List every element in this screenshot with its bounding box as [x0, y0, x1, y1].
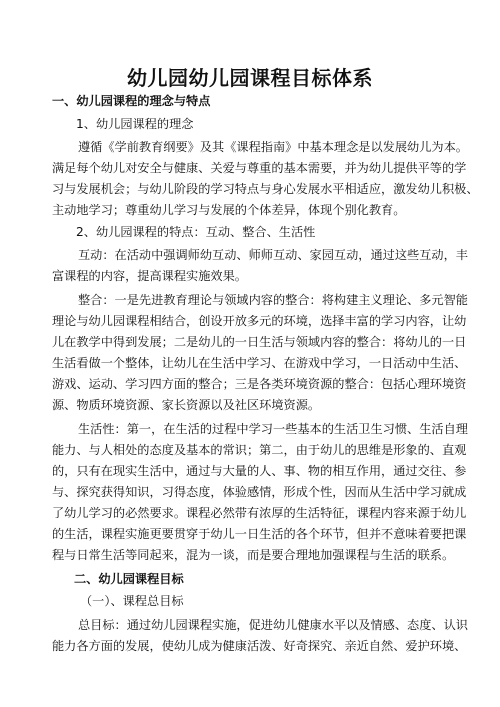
subsection-heading: 2、幼儿园课程的特点：互动、整合、生活性 — [76, 225, 316, 239]
paragraph-line: 生活性：第一，在生活的过程中学习一些基本的生活卫生习惯、生活自理 — [78, 422, 468, 436]
paragraph-line: 的，只有在现实生活中，通过与大量的人、事、物的相互作用，通过交往、参 — [52, 464, 467, 478]
paragraph-line: 遵循《学前教育纲要》及其《课程指南》中基本理念是以发展幼儿为本。 — [78, 140, 468, 154]
paragraph-line: 能力各方面的发展，使幼儿成为健康活泼、好奇探究、亲近自然、爱护环境、 — [52, 639, 467, 653]
paragraph-line: 了幼儿学习的必然要求。课程必然带有浓厚的生活特征，课程内容来源于幼儿 — [52, 506, 467, 520]
paragraph-line: 与、探究获得知识，习得态度，体验感情，形成个性，因而从生活中学习就成 — [52, 485, 467, 499]
paragraph-line: 生活看做一个整体，让幼儿在生活中学习、在游戏中学习，一日活动中生活、 — [52, 356, 467, 370]
document-title: 幼儿园幼儿园课程目标体系 — [127, 66, 373, 90]
paragraph-line: 程与日常生活等同起来，混为一谈，而是要合理地加强课程与生活的联系。 — [52, 548, 455, 562]
paragraph-line: 整合：一是先进教育理论与领域内容的整合：将构建主义理论、多元智能 — [78, 293, 468, 307]
paragraph-line: 理论与幼儿园课程相结合，创设开放多元的环境，选择丰富的学习内容，让幼 — [52, 314, 467, 328]
paragraph-line: 富课程的内容，提高课程实施效果。 — [52, 269, 247, 283]
paragraph-line: 满足每个幼儿对安全与健康、关爱与尊重的基本需要，并为幼儿提供平等的学 — [52, 161, 467, 175]
paragraph-line: 儿在教学中得到发展；二是幼儿的一日生活与领域内容的整合：将幼儿的一日 — [52, 335, 467, 349]
subsection-heading: 1、幼儿园课程的理念 — [76, 117, 194, 131]
paragraph-line: 总目标：通过幼儿园课程实施，促进幼儿健康水平以及情感、态度、认识 — [78, 618, 468, 632]
paragraph-line: 源、物质环境资源、家长资源以及社区环境资源。 — [52, 398, 321, 412]
paragraph-line: 习与发展机会；与幼儿阶段的学习特点与身心发展水平相适应，激发幼儿积极、 — [52, 182, 479, 196]
paragraph-line: 的生活，课程实施更要贯穿于幼儿一日生活的各个环节，但并不意味着要把课 — [52, 527, 467, 541]
paragraph-line: 主动地学习；尊重幼儿学习与发展的个体差异，体现个别化教育。 — [52, 203, 406, 217]
subsection-heading: （一）、课程总目标 — [80, 594, 184, 608]
section-heading-2: 二、幼儿园课程目标 — [74, 572, 184, 586]
paragraph-line: 互动：在活动中强调师幼互动、师师互动、家园互动，通过这些互动，丰 — [78, 248, 468, 262]
paragraph-line: 游戏、运动、学习四方面的整合；三是各类环境资源的整合：包括心理环境资 — [52, 377, 467, 391]
paragraph-line: 能力、与人相处的态度及基本的常识；第二，由于幼儿的思维是形象的、直观 — [52, 443, 467, 457]
section-heading-1: 一、幼儿园课程的理念与特点 — [52, 94, 211, 108]
